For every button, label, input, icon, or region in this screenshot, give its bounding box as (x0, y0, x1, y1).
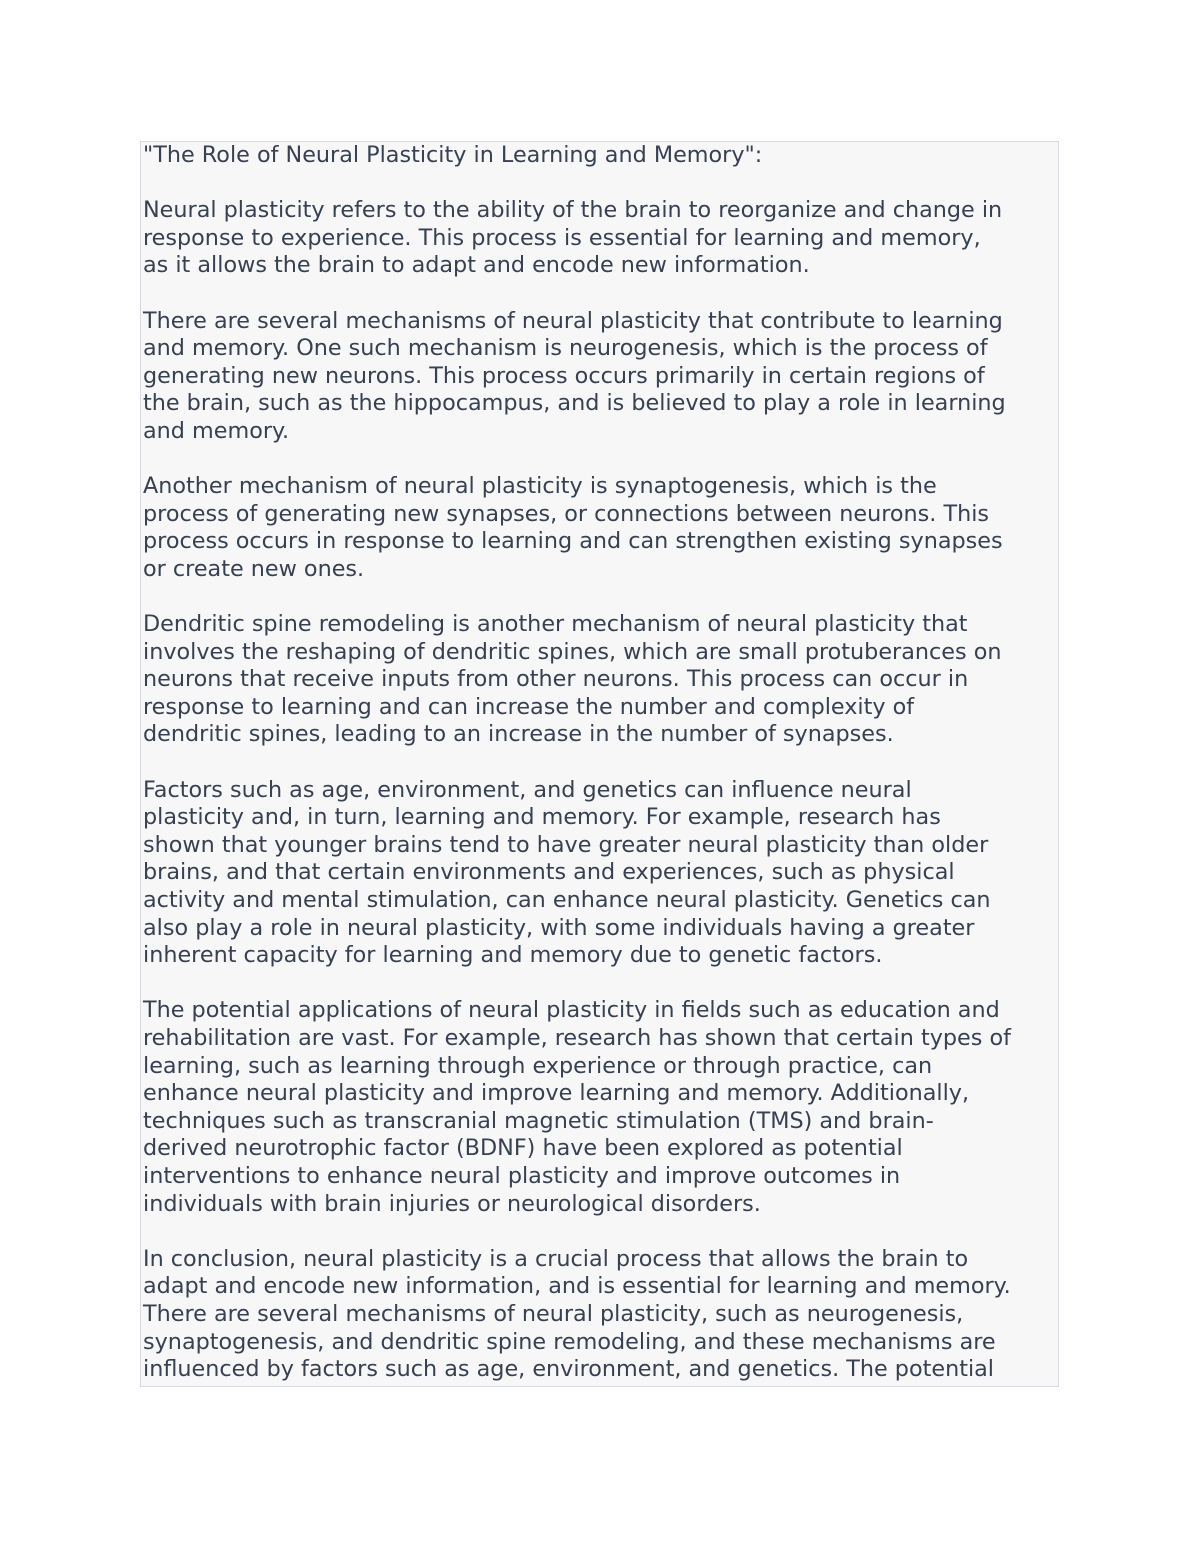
text-line: rehabilitation are vast. For example, research has shown that certain types of (143, 1025, 1011, 1051)
paragraph-gap (141, 170, 1058, 198)
text-line: Neural plasticity refers to the ability of the brain to reorganize and change in (143, 197, 1003, 224)
text-line: Factors such as age, environment, and genetics can influence neural (143, 776, 912, 803)
text-line: the brain, such as the hippocampus, and is believed to play a role in learning (143, 390, 1006, 417)
paragraph-gap (141, 970, 1058, 998)
text-line: neurons that receive inputs from other neurons. This process can occur in (143, 666, 969, 693)
text-line: process of generating new synapses, or connections between neurons. This (143, 500, 990, 527)
paragraph-gap (141, 584, 1058, 612)
text-line: activity and mental stimulation, can enhance neural plasticity. Genetics can (143, 887, 991, 914)
text-line: influenced by factors such as age, environment, and genetics. The potential (143, 1356, 994, 1383)
text-line: inherent capacity for learning and memory due to genetic factors. (143, 942, 883, 969)
text-line: response to learning and can increase the number and complexity of (143, 693, 915, 720)
text-line: derived neurotrophic factor (BDNF) have been explored as potential (143, 1135, 903, 1162)
paragraph-7 (141, 1246, 1058, 1384)
paragraph-gap (141, 280, 1058, 308)
text-line: learning, such as learning through experience or through practice, can (143, 1052, 933, 1079)
text-line: and memory. One such mechanism is neurogenesis, which is the process of (143, 335, 988, 362)
text-line: brains, and that certain environments and experiences, such as physical (143, 859, 955, 886)
paragraph-4 (141, 611, 1058, 749)
text-line: process occurs in response to learning and can strengthen existing synapses (143, 528, 1003, 555)
text-line: interventions to enhance neural plasticity and improve outcomes in (143, 1162, 901, 1189)
paragraph-gap (141, 1218, 1058, 1246)
paragraph-1 (141, 197, 1058, 280)
text-line: plasticity and, in turn, learning and memory. For example, research has (143, 804, 941, 831)
document-title: "The Role of Neural Plasticity in Learning and Memory": (143, 142, 763, 168)
text-line: generating new neurons. This process occurs primarily in certain regions of (143, 362, 985, 389)
document-text-box (140, 141, 1059, 1387)
paragraph-gap (141, 446, 1058, 474)
text-line: involves the reshaping of dendritic spines, which are small protuberances on (143, 638, 1002, 665)
text-line: techniques such as transcranial magnetic stimulation (TMS) and brain- (143, 1107, 934, 1134)
text-line: shown that younger brains tend to have greater neural plasticity than older (143, 831, 989, 858)
text-line: Dendritic spine remodeling is another mechanism of neural plasticity that (143, 611, 968, 638)
text-line: dendritic spines, leading to an increase in the number of synapses. (143, 721, 894, 748)
text-line: or create new ones. (143, 555, 365, 582)
text-line: synaptogenesis, and dendritic spine remodeling, and these mechanisms are (143, 1328, 996, 1355)
text-line: also play a role in neural plasticity, with some individuals having a greater (143, 914, 975, 941)
text-line: adapt and encode new information, and is essential for learning and memory. (143, 1273, 1011, 1300)
paragraph-2 (141, 308, 1058, 446)
text-line: enhance neural plasticity and improve learning and memory. Additionally, (143, 1080, 970, 1107)
text-line: and memory. (143, 417, 290, 444)
text-line: Another mechanism of neural plasticity is synaptogenesis, which is the (143, 473, 937, 500)
text-line: as it allows the brain to adapt and encode new information. (143, 252, 810, 279)
paragraph-6 (141, 997, 1058, 1218)
paragraph-3 (141, 473, 1058, 583)
text-line: In conclusion, neural plasticity is a crucial process that allows the brain to (143, 1245, 969, 1272)
text-line: There are several mechanisms of neural plasticity, such as neurogenesis, (143, 1300, 964, 1327)
text-line: There are several mechanisms of neural plasticity that contribute to learning (143, 307, 1003, 334)
text-line: response to experience. This process is essential for learning and memory, (143, 224, 981, 251)
text-line: The potential applications of neural plasticity in fields such as education and (143, 997, 1000, 1024)
paragraph-5 (141, 777, 1058, 970)
text-line: individuals with brain injuries or neurological disorders. (143, 1190, 761, 1217)
paragraph-gap (141, 749, 1058, 777)
